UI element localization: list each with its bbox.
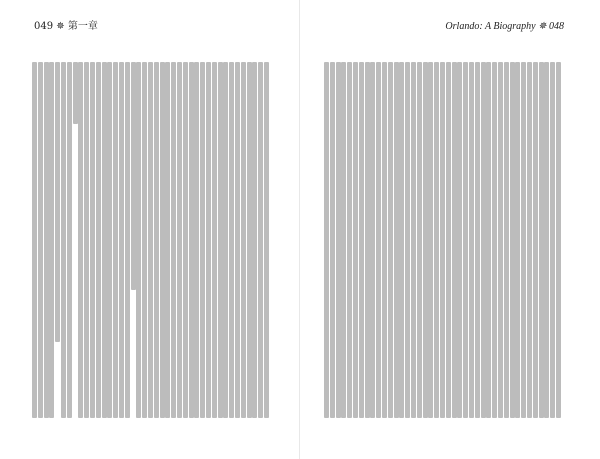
text-column [154, 62, 159, 418]
text-column [521, 62, 526, 418]
text-column [428, 62, 433, 418]
text-column [206, 62, 211, 418]
text-column [440, 62, 445, 418]
text-column [194, 62, 199, 418]
text-column [90, 62, 95, 418]
text-column [399, 62, 404, 418]
text-column [38, 62, 43, 418]
text-column [131, 62, 136, 290]
text-column [341, 62, 346, 418]
text-column [119, 62, 124, 418]
text-column [49, 62, 54, 418]
text-column [370, 62, 375, 418]
text-column [252, 62, 257, 418]
text-column [498, 62, 503, 418]
text-column [84, 62, 89, 418]
text-column [388, 62, 393, 418]
text-column [423, 62, 428, 418]
text-column [165, 62, 170, 418]
text-column [148, 62, 153, 418]
text-column [264, 62, 269, 418]
text-column [452, 62, 457, 418]
text-column [376, 62, 381, 418]
text-column [504, 62, 509, 418]
text-column [394, 62, 399, 418]
text-column [481, 62, 486, 418]
text-column [353, 62, 358, 418]
text-column [475, 62, 480, 418]
text-column [107, 62, 112, 418]
body-text-left [32, 62, 270, 418]
text-column [177, 62, 182, 418]
text-column [125, 62, 130, 418]
text-column [218, 62, 223, 418]
text-column [102, 62, 107, 418]
text-column [347, 62, 352, 418]
text-column [183, 62, 188, 418]
text-column [171, 62, 176, 418]
text-column [113, 62, 118, 418]
text-column [434, 62, 439, 418]
text-column [189, 62, 194, 418]
text-column [73, 62, 78, 124]
text-column [324, 62, 329, 418]
text-column [359, 62, 364, 418]
text-column [556, 62, 561, 418]
text-column [539, 62, 544, 418]
text-column [330, 62, 335, 418]
text-column [463, 62, 468, 418]
text-column [67, 62, 72, 418]
text-column [247, 62, 252, 418]
text-column [492, 62, 497, 418]
text-column [200, 62, 205, 418]
text-column [136, 62, 141, 418]
text-column [55, 62, 60, 342]
text-column [533, 62, 538, 418]
text-column [382, 62, 387, 418]
text-column [212, 62, 217, 418]
text-column [223, 62, 228, 418]
running-head-right: Orlando: A Biography ✵ 048 [445, 21, 564, 32]
text-column [411, 62, 416, 418]
text-column [510, 62, 515, 418]
running-head-left: 049 ✵ 第一章 [34, 21, 98, 32]
text-column [160, 62, 165, 418]
text-column [96, 62, 101, 418]
text-column [229, 62, 234, 418]
text-column [544, 62, 549, 418]
text-column [457, 62, 462, 418]
text-column [515, 62, 520, 418]
right-page [300, 0, 600, 459]
text-column [405, 62, 410, 418]
body-text-right [324, 62, 562, 418]
text-column [78, 62, 83, 418]
text-column [32, 62, 37, 418]
text-column [336, 62, 341, 418]
text-column [527, 62, 532, 418]
text-column [61, 62, 66, 418]
text-column [469, 62, 474, 418]
text-column [550, 62, 555, 418]
text-column [417, 62, 422, 418]
text-column [365, 62, 370, 418]
text-column [235, 62, 240, 418]
text-column [258, 62, 263, 418]
text-column [446, 62, 451, 418]
text-column [486, 62, 491, 418]
text-column [44, 62, 49, 418]
text-column [142, 62, 147, 418]
text-column [241, 62, 246, 418]
